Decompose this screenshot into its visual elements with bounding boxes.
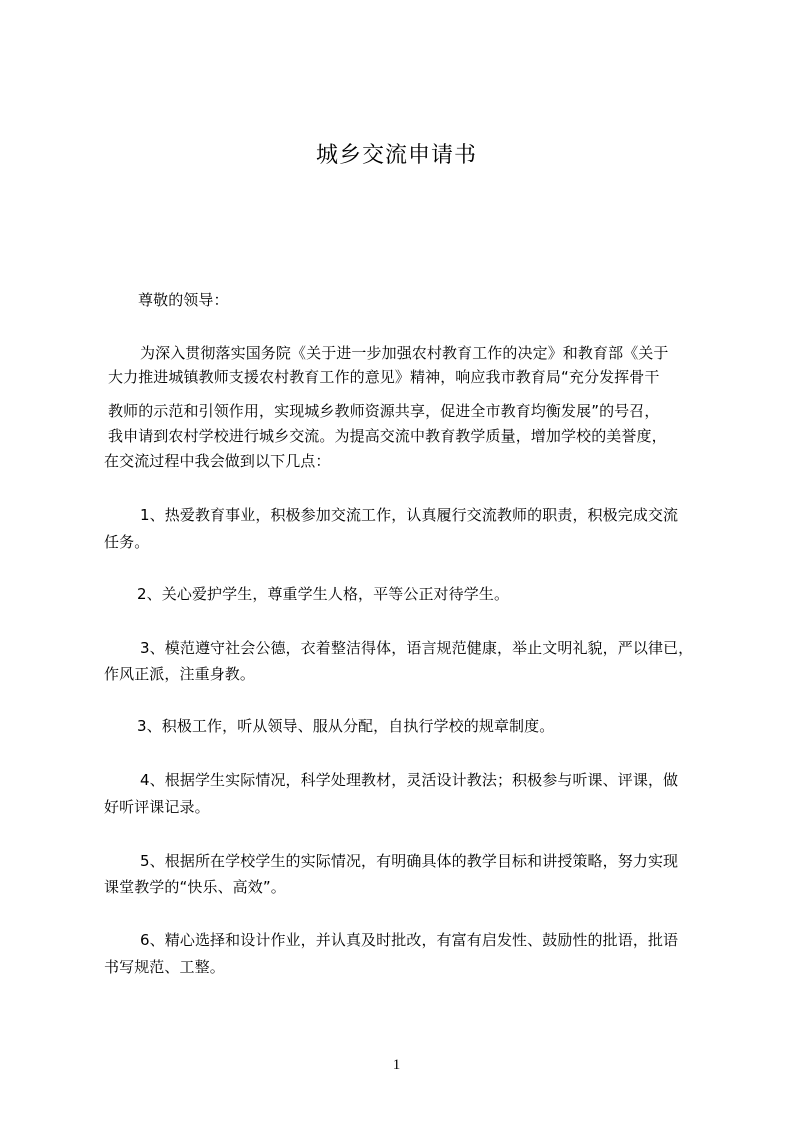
point-line: 课堂教学的“快乐、高效”。 — [104, 878, 286, 896]
point-line: 任务。 — [104, 533, 150, 551]
page-number: 1 — [392, 1057, 401, 1073]
point-line: 作风正派，注重身教。 — [104, 665, 256, 683]
point-line: 4、根据学生实际情况，科学处理教材，灵活设计教法；积极参与听课、评课，做 — [140, 771, 679, 789]
intro-line: 我申请到农村学校进行城乡交流。为提高交流中教育教学质量，增加学校的美誉度， — [108, 427, 667, 445]
intro-line: 教师的示范和引领作用，实现城乡教师资源共享，促进全市教育均衡发展”的号召， — [108, 402, 660, 420]
salutation: 尊敬的领导： — [138, 291, 229, 309]
intro-line: 在交流过程中我会做到以下几点： — [104, 452, 331, 470]
document-title: 城乡交流申请书 — [315, 143, 477, 168]
point-line: 1、热爱教育事业，积极参加交流工作，认真履行交流教师的职责，积极完成交流 — [140, 506, 679, 524]
point-line: 书写规范、工整。 — [104, 958, 225, 976]
point-line: 2、关心爱护学生，尊重学生人格，平等公正对待学生。 — [137, 585, 510, 603]
point-line: 3、积极工作，听从领导、服从分配，自执行学校的规章制度。 — [137, 717, 555, 735]
point-line: 好听评课记录。 — [104, 798, 210, 816]
point-line: 6、精心选择和设计作业，并认真及时批改，有富有启发性、鼓励性的批语，批语 — [140, 931, 679, 949]
point-line: 3、模范遵守社会公德，衣着整洁得体，语言规范健康，举止文明礼貌，严以律已， — [140, 639, 694, 657]
intro-line: 为深入贯彻落实国务院《关于进一步加强农村教育工作的决定》和教育部《关于 — [140, 344, 669, 362]
intro-line: 大力推进城镇教师支援农村教育工作的意见》精神，响应我市教育局“充分发挥骨干 — [108, 368, 660, 386]
point-line: 5、根据所在学校学生的实际情况，有明确具体的教学目标和讲授策略，努力实现 — [140, 852, 679, 870]
